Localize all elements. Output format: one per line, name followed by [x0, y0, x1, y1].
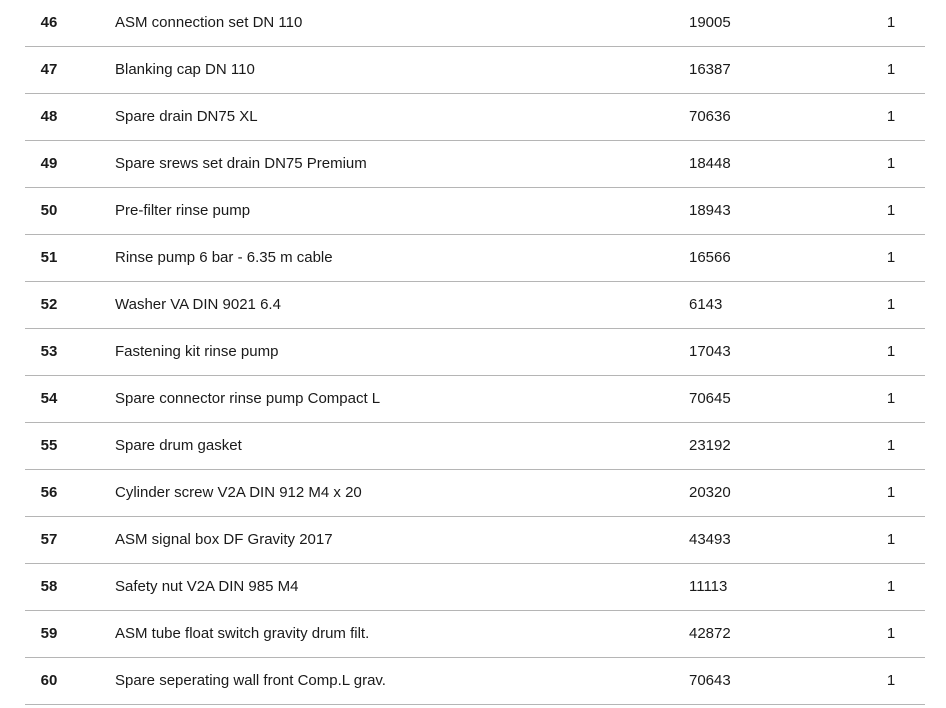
article-number: 17043 [689, 343, 731, 360]
part-description: Blanking cap DN 110 [115, 61, 255, 78]
table-row [25, 282, 925, 329]
table-row [25, 470, 925, 517]
table-row [25, 47, 925, 94]
table-row [25, 376, 925, 423]
table-row [25, 517, 925, 564]
position-number: 46 [40, 14, 58, 31]
article-number: 23192 [689, 437, 731, 454]
article-number: 70645 [689, 390, 731, 407]
table-row [25, 235, 925, 282]
quantity: 1 [886, 61, 896, 78]
table-row [25, 423, 925, 470]
part-description: ASM connection set DN 110 [115, 14, 303, 31]
quantity: 1 [886, 296, 896, 313]
part-description: Pre-filter rinse pump [115, 202, 251, 219]
quantity: 1 [886, 578, 896, 595]
quantity: 1 [886, 108, 896, 125]
parts-table [25, 0, 925, 705]
table-row [25, 188, 925, 235]
quantity: 1 [886, 155, 896, 172]
position-number: 48 [40, 108, 58, 125]
position-number: 49 [40, 155, 58, 172]
part-description: Fastening kit rinse pump [115, 343, 279, 360]
position-number: 52 [40, 296, 58, 313]
position-number: 57 [40, 531, 58, 548]
quantity: 1 [886, 484, 896, 501]
position-number: 53 [40, 343, 58, 360]
position-number: 55 [40, 437, 58, 454]
part-description: ASM signal box DF Gravity 2017 [115, 531, 333, 548]
article-number: 70643 [689, 672, 731, 689]
part-description: Spare srews set drain DN75 Premium [115, 155, 367, 172]
table-row [25, 141, 925, 188]
part-description: Washer VA DIN 9021 6.4 [115, 296, 281, 313]
part-description: Spare seperating wall front Comp.L grav. [115, 672, 386, 689]
position-number: 54 [40, 390, 58, 407]
position-number: 51 [40, 249, 58, 266]
article-number: 11113 [689, 578, 728, 595]
part-description: Rinse pump 6 bar - 6.35 m cable [115, 249, 333, 266]
part-description: Spare connector rinse pump Compact L [115, 390, 381, 407]
table-row [25, 329, 925, 376]
article-number: 18943 [689, 202, 731, 219]
part-description: Spare drain DN75 XL [115, 108, 258, 125]
article-number: 18448 [689, 155, 731, 172]
part-description: Safety nut V2A DIN 985 M4 [115, 578, 299, 595]
quantity: 1 [886, 249, 896, 266]
article-number: 16387 [689, 61, 731, 78]
position-number: 60 [40, 672, 58, 689]
quantity: 1 [886, 202, 896, 219]
position-number: 56 [40, 484, 58, 501]
table-row [25, 564, 925, 611]
table-row [25, 94, 925, 141]
quantity: 1 [886, 437, 896, 454]
part-description: ASM tube float switch gravity drum filt. [115, 625, 370, 642]
quantity: 1 [886, 672, 896, 689]
quantity: 1 [886, 390, 896, 407]
position-number: 47 [40, 61, 58, 78]
article-number: 19005 [689, 14, 731, 31]
quantity: 1 [886, 531, 896, 548]
article-number: 20320 [689, 484, 731, 501]
article-number: 42872 [689, 625, 731, 642]
table-row [25, 611, 925, 658]
quantity: 1 [886, 625, 896, 642]
article-number: 16566 [689, 249, 731, 266]
part-description: Cylinder screw V2A DIN 912 M4 x 20 [115, 484, 362, 501]
article-number: 70636 [689, 108, 731, 125]
table-row [25, 658, 925, 705]
quantity: 1 [886, 14, 896, 31]
quantity: 1 [886, 343, 896, 360]
table-row [25, 0, 925, 47]
article-number: 43493 [689, 531, 731, 548]
position-number: 58 [40, 578, 58, 595]
article-number: 6143 [689, 296, 723, 313]
position-number: 59 [40, 625, 58, 642]
position-number: 50 [40, 202, 58, 219]
part-description: Spare drum gasket [115, 437, 242, 454]
